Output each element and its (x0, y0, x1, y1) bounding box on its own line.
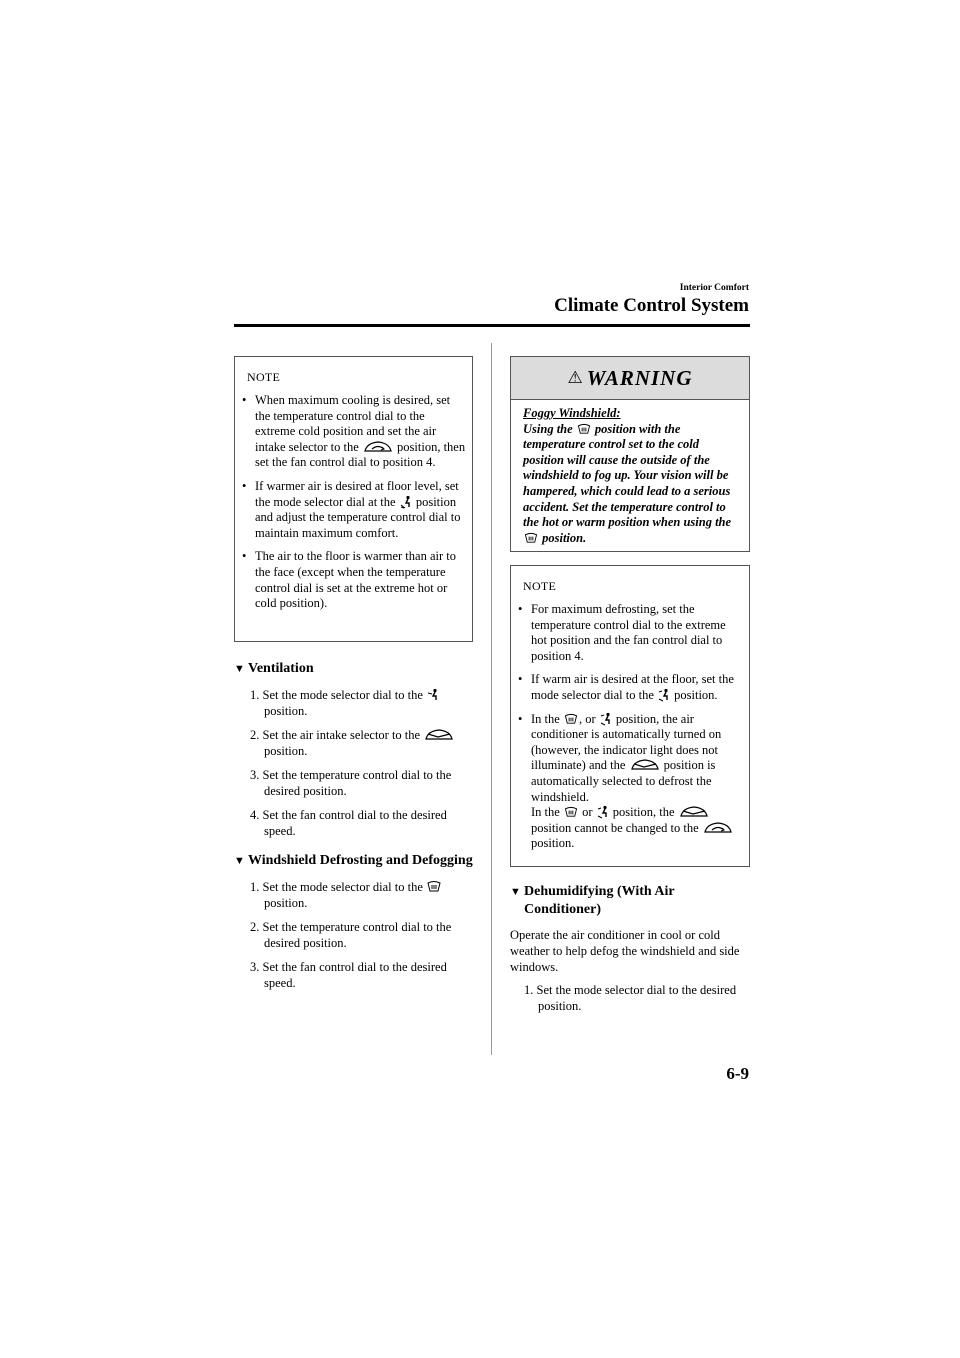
list-item: 1. Set the mode selector dial to the position. (250, 687, 475, 719)
warning-subtitle: Foggy Windshield: (523, 406, 621, 420)
fresh-air-icon (679, 805, 709, 819)
bullet: • (242, 393, 247, 407)
recirculate-icon (703, 821, 733, 835)
warning-header (511, 357, 749, 400)
list-item: 1. Set the mode selector dial to the position. (250, 879, 475, 911)
triangle-bullet-icon: ▼ (234, 663, 245, 675)
header-rule (234, 324, 750, 327)
section-heading-ventilation: ▼ Ventilation (234, 661, 314, 676)
triangle-bullet-icon: ▼ (510, 886, 521, 898)
bullet: • (242, 549, 247, 564)
section-heading-dehumidify: ▼ Dehumidifying (With Air Conditioner) (510, 884, 675, 917)
bullet: • (518, 602, 523, 616)
floor-vent-icon (400, 495, 412, 509)
page-number: 6-9 (726, 1064, 749, 1083)
list-item: • For maximum defrosting, set the temperature control dial to the extreme hot position and the fan control dial to position 4. (518, 602, 726, 663)
defrost-icon (427, 880, 441, 894)
floor-defrost-icon (600, 712, 612, 726)
list-item: • If warm air is desired at the floor, set the mode selector dial to the position. (518, 672, 734, 702)
list-item: • In the , or position, the air conditioner is automatically turned on (however, the indicator light does not illuminate) and the position is automatically selected to defrost the windshield. In the or position, the position cannot be changed to the position. (511, 712, 743, 852)
face-vent-icon (427, 688, 439, 702)
warning-box (510, 356, 750, 552)
note-heading: NOTE (523, 579, 557, 593)
fresh-air-icon (424, 728, 454, 742)
list-item: 2. Set the air intake selector to the position. (250, 727, 475, 759)
defrost-icon (564, 806, 578, 819)
warning-title: WARNING (586, 366, 693, 390)
dehumidify-paragraph: Operate the air conditioner in cool or cold weather to help defog the windshield and side windows. (510, 928, 740, 974)
list-item: • When maximum cooling is desired, set the temperature control dial to the extreme cold position and set the air intake selector to the position, then set the fan control dial to position 4. (242, 393, 466, 470)
defrost-icon (577, 423, 591, 436)
triangle-bullet-icon: ▼ (234, 855, 245, 867)
warning-text: Using the position with the temperature control set to the cold position will cause the outside of the windshield to fog up. Your vision will be hampered, which could lead to a serious accident. Set the temperature control to the hot or warm position when using the position. (523, 421, 732, 545)
recirculate-icon (363, 440, 393, 454)
section-kicker: Interior Comfort (679, 283, 749, 293)
note-heading: NOTE (247, 370, 281, 384)
bullet: • (242, 478, 247, 493)
warning-body (511, 400, 749, 546)
list-item: 3. Set the fan control dial to the desired speed. (250, 960, 447, 990)
defrost-steps (250, 871, 475, 991)
list-item: • The air to the floor is warmer than air to the face (except when the temperature control dial is set at the extreme hot or cold position). (242, 549, 456, 611)
note-box-left (234, 356, 473, 642)
warning-triangle-icon: ⚠ (567, 368, 583, 387)
note-box-right (510, 565, 750, 867)
defrost-icon (524, 532, 538, 545)
bullet: • (518, 672, 523, 687)
floor-defrost-icon (658, 688, 670, 702)
dehumidify-steps (524, 974, 744, 1014)
fresh-air-icon (630, 758, 660, 772)
column-divider (491, 343, 492, 1055)
page-title: Climate Control System (554, 295, 749, 316)
defrost-icon (564, 713, 578, 726)
ventilation-steps (250, 679, 475, 839)
section-heading-defrost: ▼ Windshield Defrosting and Defogging (234, 853, 473, 868)
note-list (511, 602, 749, 852)
bullet: • (518, 711, 523, 726)
list-item: • If warmer air is desired at floor level, set the mode selector dial at the position and adjust the temperature control dial to maintain maximum comfort. (242, 478, 461, 540)
list-item: 3. Set the temperature control dial to the desired position. (250, 768, 452, 798)
list-item: 1. Set the mode selector dial to the desired position. (524, 983, 737, 1013)
floor-defrost-icon (597, 805, 609, 819)
list-item: 2. Set the temperature control dial to the desired position. (250, 920, 452, 950)
list-item: 4. Set the fan control dial to the desired speed. (250, 808, 447, 838)
note-list (235, 393, 472, 612)
